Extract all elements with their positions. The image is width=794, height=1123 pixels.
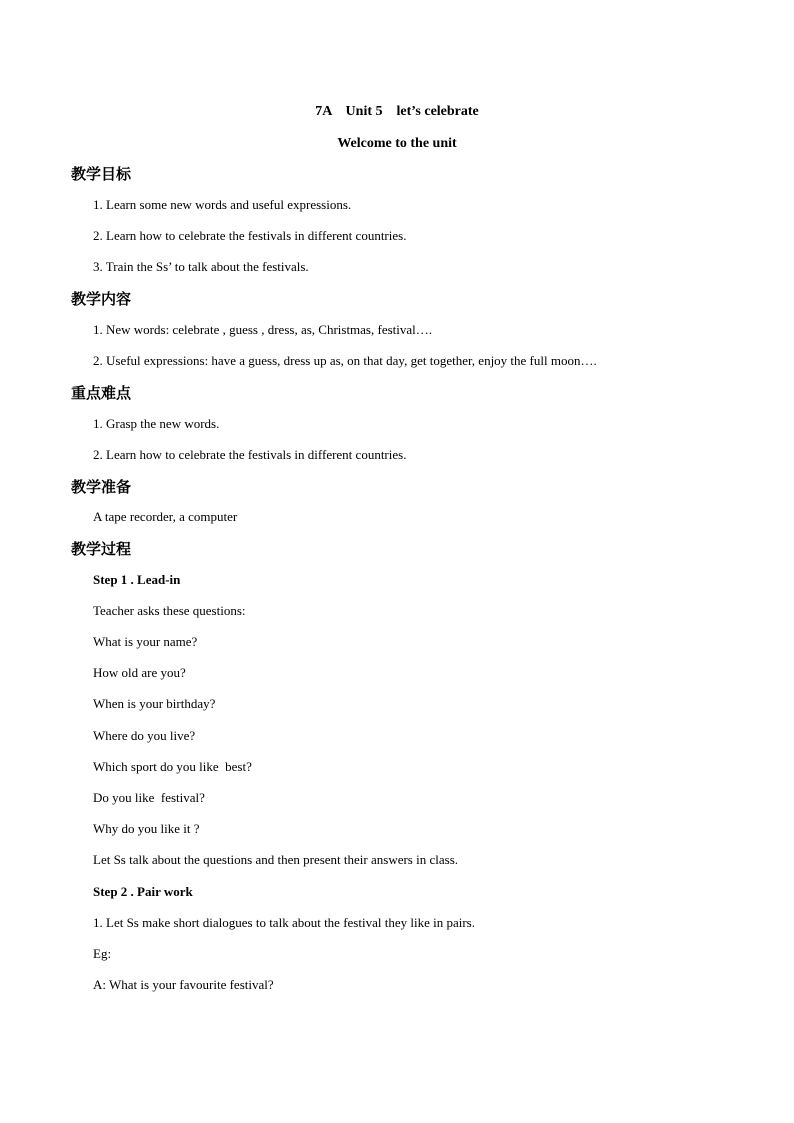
step2-line: A: What is your favourite festival? [93, 977, 274, 992]
step1-title: Step 1 . Lead-in [93, 572, 181, 587]
key-point-item: 1. Grasp the new words. [93, 416, 220, 431]
step2-line: 1. Let Ss make short dialogues to talk about the festival they like in pairs. [93, 915, 475, 930]
objective-item: 1. Learn some new words and useful expressions. [93, 197, 352, 212]
preparation-item: A tape recorder, a computer [93, 509, 238, 524]
objective-item: 2. Learn how to celebrate the festivals in different countries. [93, 228, 407, 243]
step1-line: Let Ss talk about the questions and then present their answers in class. [93, 852, 459, 867]
section-heading-content: 教学内容 [71, 290, 132, 308]
section-heading-objectives: 教学目标 [71, 165, 132, 183]
step1-line: Which sport do you like best? [93, 759, 252, 774]
document-subtitle: Welcome to the unit [337, 136, 457, 151]
step1-line: Do you like festival? [93, 790, 205, 805]
step1-line: When is your birthday? [93, 696, 216, 711]
step1-line: Where do you live? [93, 728, 196, 743]
step2-title: Step 2 . Pair work [93, 884, 193, 899]
document-title: 7A Unit 5 let’s celebrate [315, 104, 479, 119]
objective-item: 3. Train the Ss’ to talk about the festivals. [93, 259, 309, 274]
section-heading-preparation: 教学准备 [71, 478, 132, 496]
step1-line: Teacher asks these questions: [93, 603, 246, 618]
step1-line: How old are you? [93, 665, 186, 680]
step1-line: What is your name? [93, 634, 198, 649]
key-point-item: 2. Learn how to celebrate the festivals in different countries. [93, 447, 407, 462]
content-item: 2. Useful expressions: have a guess, dress up as, on that day, get together, enjoy the full moon…. [93, 353, 597, 368]
section-heading-process: 教学过程 [71, 540, 132, 558]
section-heading-key-points: 重点难点 [71, 384, 132, 402]
step2-line: Eg: [93, 946, 112, 961]
step1-line: Why do you like it ? [93, 821, 200, 836]
content-item: 1. New words: celebrate , guess , dress, as, Christmas, festival…. [93, 322, 433, 337]
